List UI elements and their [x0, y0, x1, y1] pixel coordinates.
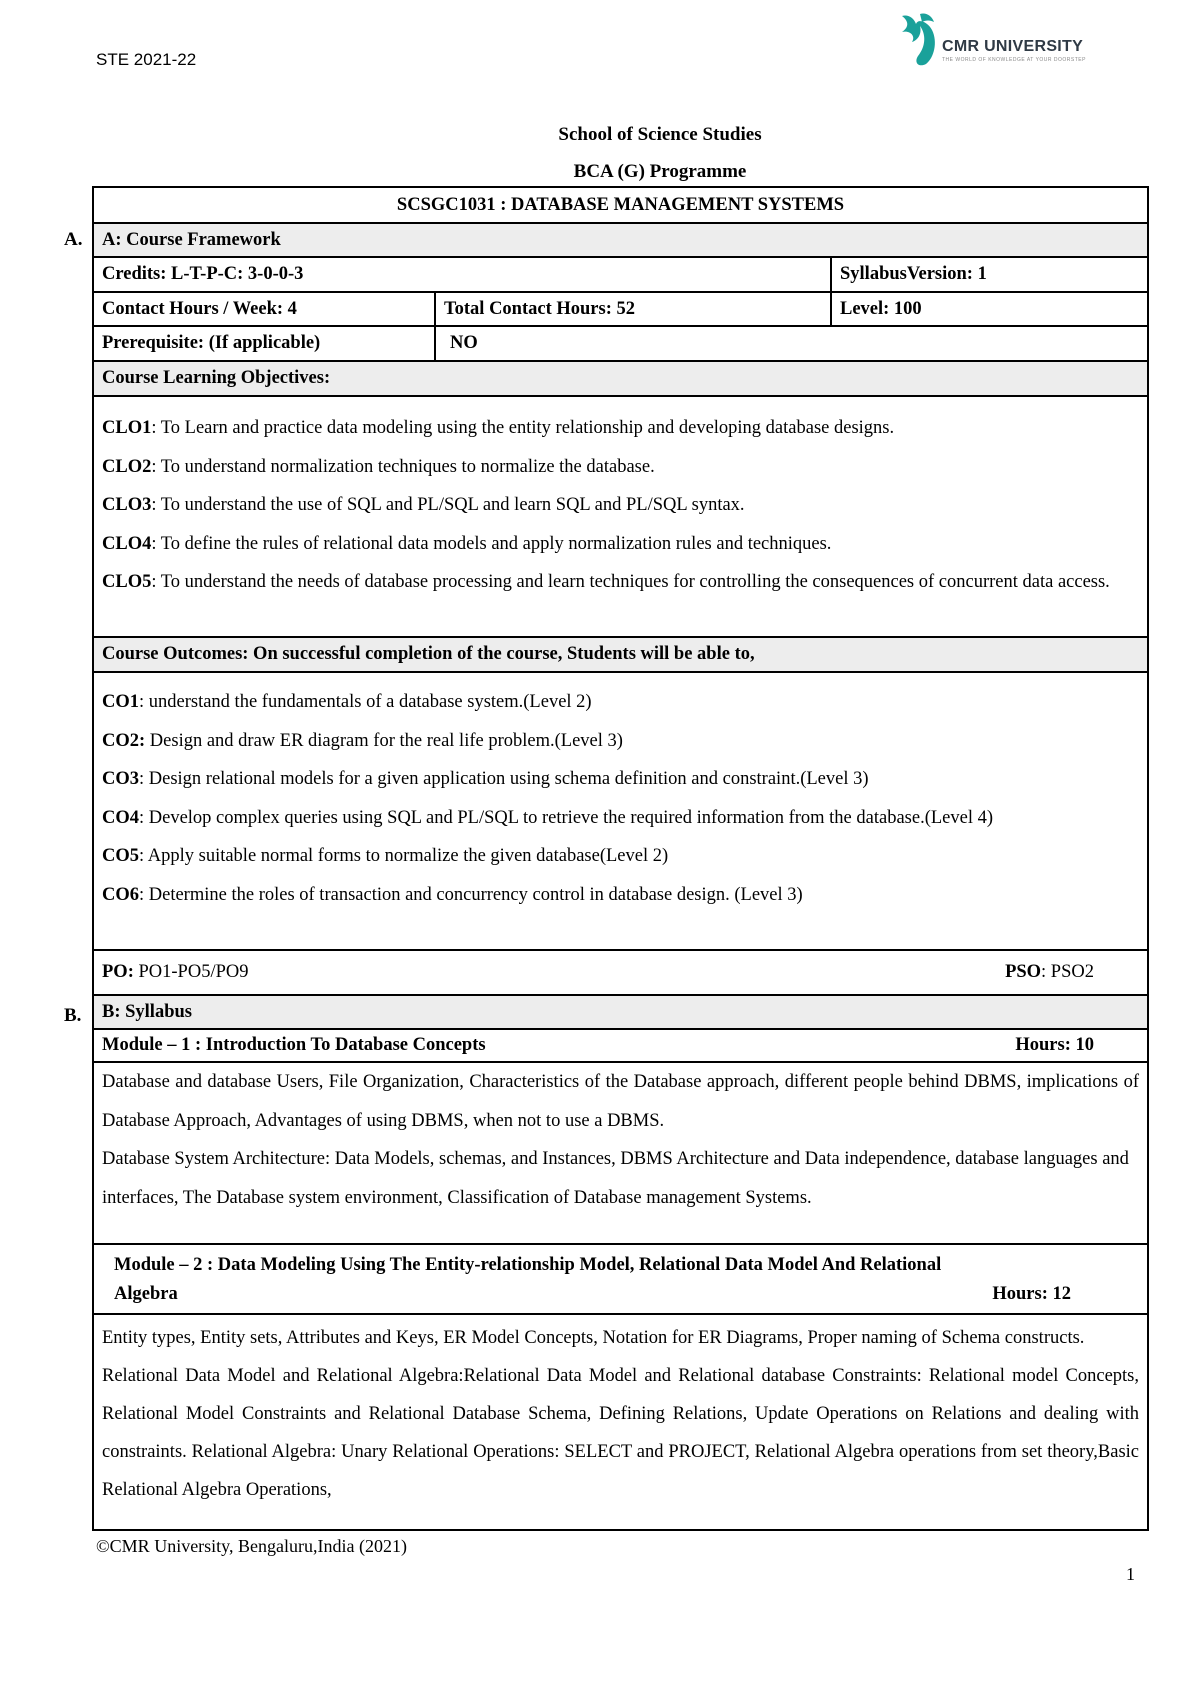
module-2-paragraph: Relational Data Model and Relational Algebra:Relational Data Model and Relational database Constraints: Relational model Concepts, Relational Model Constraints and Relational Database Schema, Defining Relations, Update Operations on Relations and dealing with constraints. Relational Algebra: Unary Relational Operations: SELECT and PROJECT, Relational Algebra operations from set theory,Basic Relational Algebra Operations,: [102, 1366, 1139, 1500]
module-1-body: [94, 1063, 1147, 1245]
ste-year-label: STE 2021-22: [96, 50, 197, 69]
objective-item: CLO3: To understand the use of SQL and PL/SQL and learn SQL and PL/SQL syntax.: [102, 495, 745, 515]
outcome-item: CO4: Develop complex queries using SQL and PL/SQL to retrieve the required information from the database.(Level 4): [102, 807, 993, 828]
prerequisite-value: NO: [434, 327, 1147, 360]
outcomes-heading: Course Outcomes: On successful completion of the course, Students will be able to,: [102, 644, 755, 664]
program-outcomes: PO: PO1-PO5/PO9: [102, 962, 249, 982]
module-2-title-line2-row: [114, 1280, 1139, 1309]
outcome-item: CO5: Apply suitable normal forms to normalize the given database(Level 2): [102, 846, 669, 866]
copyright-footer: ©CMR University, Bengaluru,India (2021): [96, 1536, 407, 1556]
module-2-title-line1: Module – 2 : Data Modeling Using The Entity-relationship Model, Relational Data Model And Relational: [114, 1255, 942, 1275]
contact-hours-per-week: Contact Hours / Week: 4: [102, 298, 297, 319]
syllabus-version: SyllabusVersion: 1: [830, 258, 1147, 291]
module-1-title: Module – 1 : Introduction To Database Concepts: [102, 1035, 486, 1055]
school-title: School of Science Studies: [558, 124, 762, 145]
objective-item: CLO2: To understand normalization techniques to normalize the database.: [102, 456, 655, 477]
course-table: [92, 186, 1149, 1531]
module-1-paragraph: Database System Architecture: Data Models, schemas, and Instances, DBMS Architecture and Data independence, database languages and interfaces, The Database system environment, Classification of Database management Systems.: [102, 1149, 1129, 1208]
programme-title: BCA (G) Programme: [573, 161, 747, 182]
outcomes-body: [94, 673, 1147, 951]
objectives-list: [94, 397, 1147, 636]
po-pso-cell: [94, 951, 1147, 994]
objective-item: CLO1: To Learn and practice data modeling using the entity relationship and developing database designs.: [102, 418, 895, 438]
program-specific-outcomes: PSO: PSO2: [1005, 962, 1094, 982]
objectives-heading-row: [94, 362, 1147, 397]
outcome-item: CO2: Design and draw ER diagram for the real life problem.(Level 3): [102, 730, 623, 751]
logo-tagline: THE WORLD OF KNOWLEDGE AT YOUR DOORSTEP: [942, 57, 1086, 63]
po-pso-row: [94, 951, 1147, 996]
prerequisite-label: Prerequisite: (If applicable): [102, 333, 321, 353]
credits: Credits: L-T-P-C: 3-0-0-3: [102, 264, 304, 284]
module-2-heading: [94, 1245, 1147, 1313]
prerequisite-row: [94, 327, 1147, 362]
page-number: 1: [1126, 1564, 1135, 1584]
section-b-letter: B.: [64, 1005, 82, 1026]
module-1-content: [94, 1063, 1147, 1243]
outcome-item: CO1: understand the fundamentals of a database system.(Level 2): [102, 692, 592, 712]
module-1-heading-row: [94, 1030, 1147, 1063]
module-2-body: [94, 1315, 1147, 1531]
objectives-heading: Course Learning Objectives:: [102, 368, 331, 388]
objective-item: CLO5: To understand the needs of database processing and learn techniques for controlling the consequences of concurrent data access.: [102, 572, 1110, 592]
course-title: SCSGC1031 : DATABASE MANAGEMENT SYSTEMS: [396, 194, 845, 215]
contact-hours-row: [94, 293, 1147, 327]
module-1-hours: Hours: 10: [1015, 1035, 1094, 1055]
module-1-heading: [94, 1030, 1147, 1061]
section-a-letter: A.: [64, 229, 83, 250]
course-framework-heading: A: Course Framework: [102, 229, 281, 250]
module-2-paragraph: Entity types, Entity sets, Attributes and Keys, ER Model Concepts, Notation for ER Diagrams, Proper naming of Schema constructs.: [102, 1328, 1085, 1348]
outcomes-heading-row: [94, 638, 1147, 673]
syllabus-heading: B: Syllabus: [102, 1001, 192, 1022]
module-1-paragraph: Database and database Users, File Organization, Characteristics of the Database approach, different people behind DBMS, implications of Database Approach, Advantages of using DBMS, when not to use a DBMS.: [102, 1072, 1139, 1131]
module-2-hours: Hours: 12: [992, 1284, 1071, 1304]
cmr-university-logo: [896, 12, 1096, 74]
outcome-item: CO3: Design relational models for a given application using schema definition and constraint.(Level 3): [102, 769, 869, 789]
syllabus-heading-row: [94, 996, 1147, 1030]
module-2-heading-row: [94, 1245, 1147, 1315]
cmr-bird-logo-icon: [896, 12, 940, 70]
objectives-body: [94, 397, 1147, 638]
module-2-title-line2: Algebra: [114, 1284, 178, 1304]
course-level: Level: 100: [830, 293, 1147, 325]
course-framework-row: [94, 224, 1147, 258]
outcomes-list: [94, 673, 1147, 949]
course-title-row: [94, 188, 1147, 224]
outcome-item: CO6: Determine the roles of transaction and concurrency control in database design. (Level 3): [102, 884, 803, 905]
objective-item: CLO4: To define the rules of relational data models and apply normalization rules and techniques.: [102, 533, 832, 554]
total-contact-hours: Total Contact Hours: 52: [434, 293, 830, 325]
module-2-content: [94, 1315, 1147, 1529]
credits-row: [94, 258, 1147, 293]
logo-wordmark: CMR UNIVERSITY: [942, 38, 1084, 55]
